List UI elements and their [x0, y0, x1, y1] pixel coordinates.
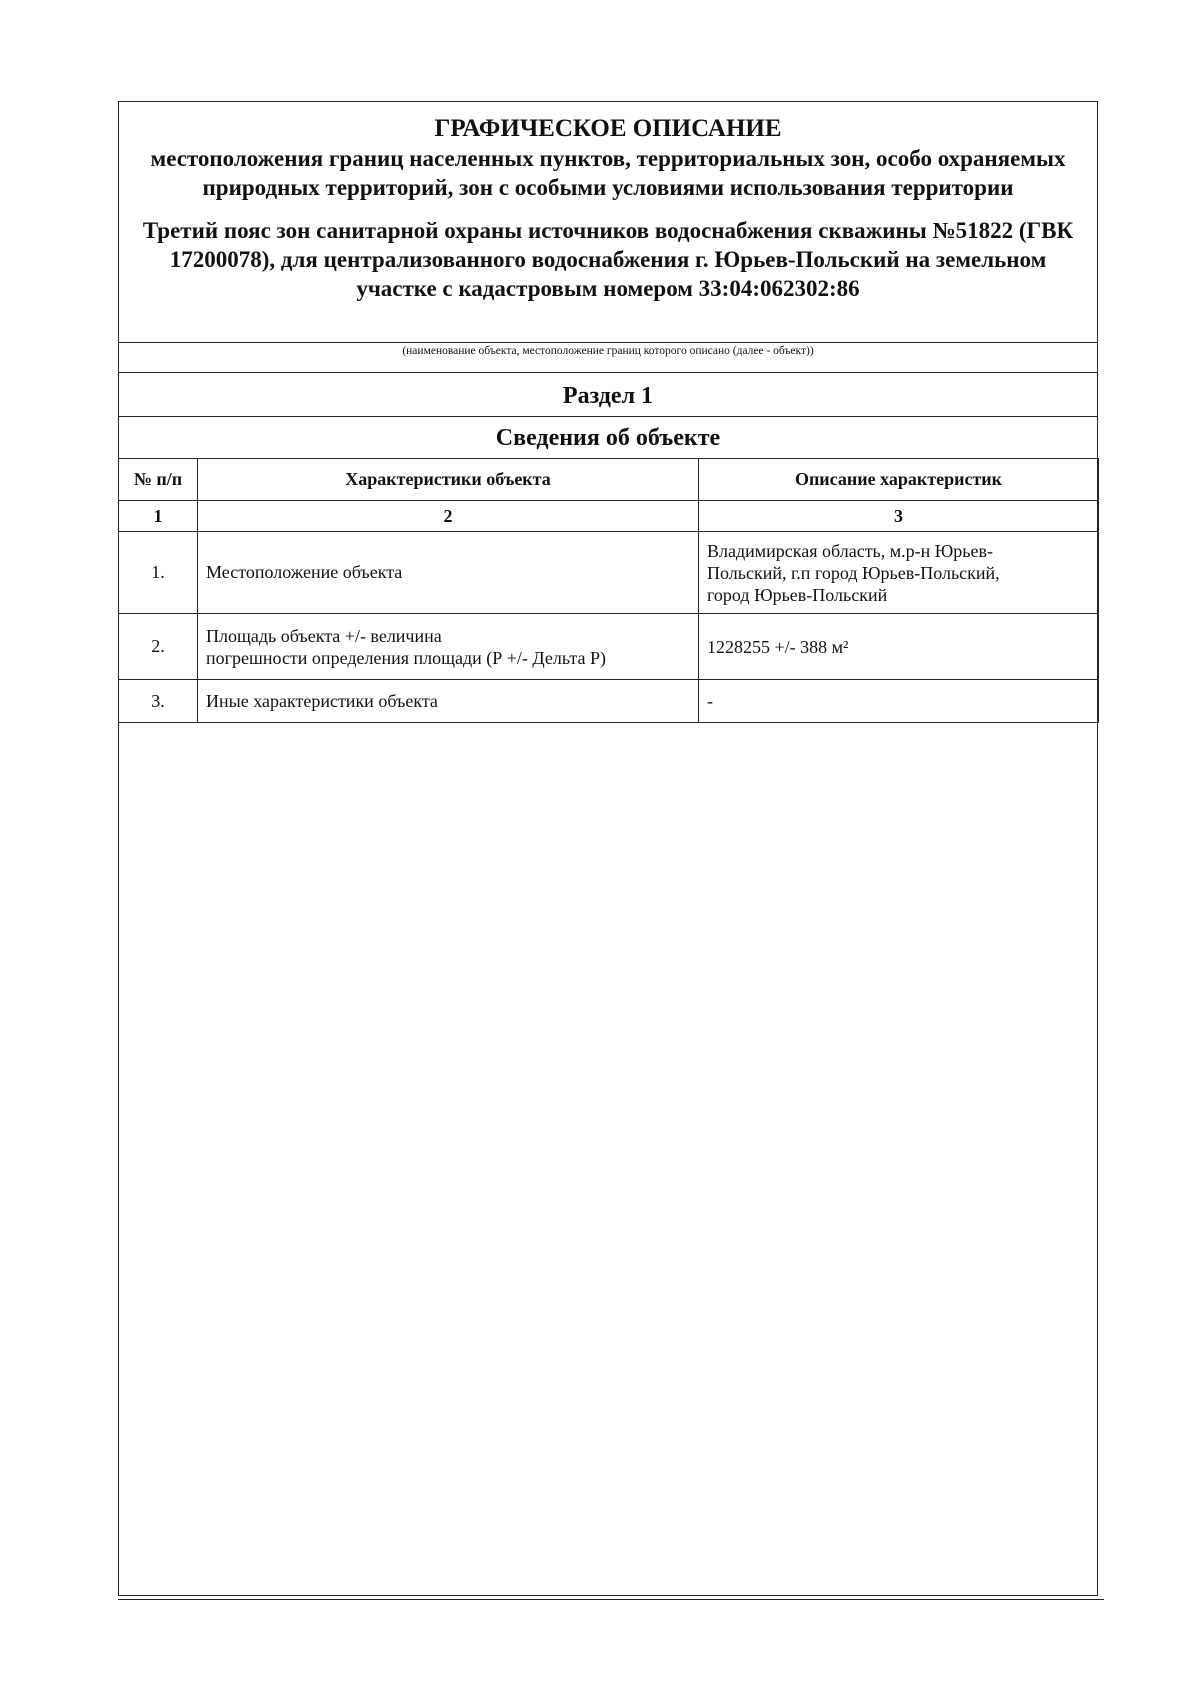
header-characteristic: Характеристики объекта: [198, 459, 699, 501]
document-subtitle: местоположения границ населенных пунктов, территориальных зон, особо охраняемых природных территорий, зон с особыми условиями использования территории: [150, 146, 1066, 200]
column-numbers-row: [119, 501, 1099, 532]
divider: [119, 342, 1097, 343]
row-characteristic: Местоположение объекта: [198, 532, 699, 614]
section-title: Раздел 1: [562, 383, 654, 409]
section-subtitle: Сведения об объекте: [495, 425, 721, 451]
column-number: 1: [119, 501, 198, 532]
object-name: Третий пояс зон санитарной охраны источников водоснабжения скважины №51822 (ГВК 17200078), для централизованного водоснабжения г. Юрьев-Польский на земельном участке с кадастровым номером 33:04:062302:86: [142, 218, 1074, 301]
table-row: [119, 680, 1099, 723]
row-characteristic: Площадь объекта +/- величина погрешности определения площади (Р +/- Дельта Р): [198, 614, 699, 680]
row-number: 1.: [119, 532, 198, 614]
table-row: [119, 614, 1099, 680]
row-description: Владимирская область, м.р-н Юрьев- Польский, г.п город Юрьев-Польский, город Юрьев-Польский: [699, 532, 1099, 614]
object-info-table: [118, 458, 1099, 723]
document-header: [119, 102, 1097, 303]
header-number: № п/п: [119, 459, 198, 501]
divider: [119, 416, 1097, 417]
divider: [119, 372, 1097, 373]
row-number: 3.: [119, 680, 198, 723]
column-number: 2: [198, 501, 699, 532]
row-number: 2.: [119, 614, 198, 680]
document-title: ГРАФИЧЕСКОЕ ОПИСАНИЕ: [434, 115, 782, 142]
header-description: Описание характеристик: [699, 459, 1099, 501]
document-frame: [118, 101, 1098, 1596]
table-header-row: [119, 459, 1099, 501]
column-number: 3: [699, 501, 1099, 532]
row-description: 1228255 +/- 388 м²: [699, 614, 1099, 680]
frame-bottom-line: [118, 1599, 1104, 1600]
table-row: [119, 532, 1099, 614]
object-caption: (наименование объекта, местоположение границ которого описано (далее - объект)): [402, 345, 814, 357]
row-description: -: [699, 680, 1099, 723]
row-characteristic: Иные характеристики объекта: [198, 680, 699, 723]
